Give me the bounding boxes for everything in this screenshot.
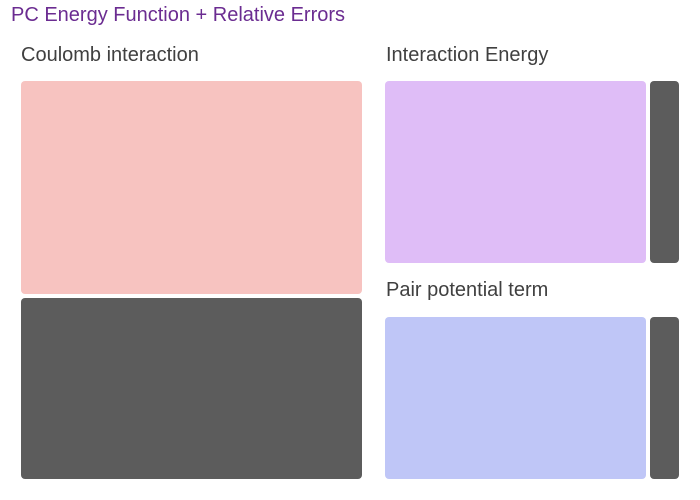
tile-pair-potential-term-value[interactable]: [385, 317, 646, 479]
group-label-coulomb-interaction: Coulomb interaction: [21, 44, 199, 66]
tile-coulomb-interaction-error[interactable]: [21, 298, 362, 479]
tile-interaction-energy-value[interactable]: [385, 81, 646, 263]
tile-pair-potential-term-error[interactable]: [650, 317, 679, 479]
tile-interaction-energy-error[interactable]: [650, 81, 679, 263]
group-label-interaction-energy: Interaction Energy: [386, 44, 549, 66]
tile-coulomb-interaction-value[interactable]: [21, 81, 362, 294]
chart-title: PC Energy Function + Relative Errors: [11, 4, 346, 26]
group-label-pair-potential-term: Pair potential term: [386, 279, 549, 301]
